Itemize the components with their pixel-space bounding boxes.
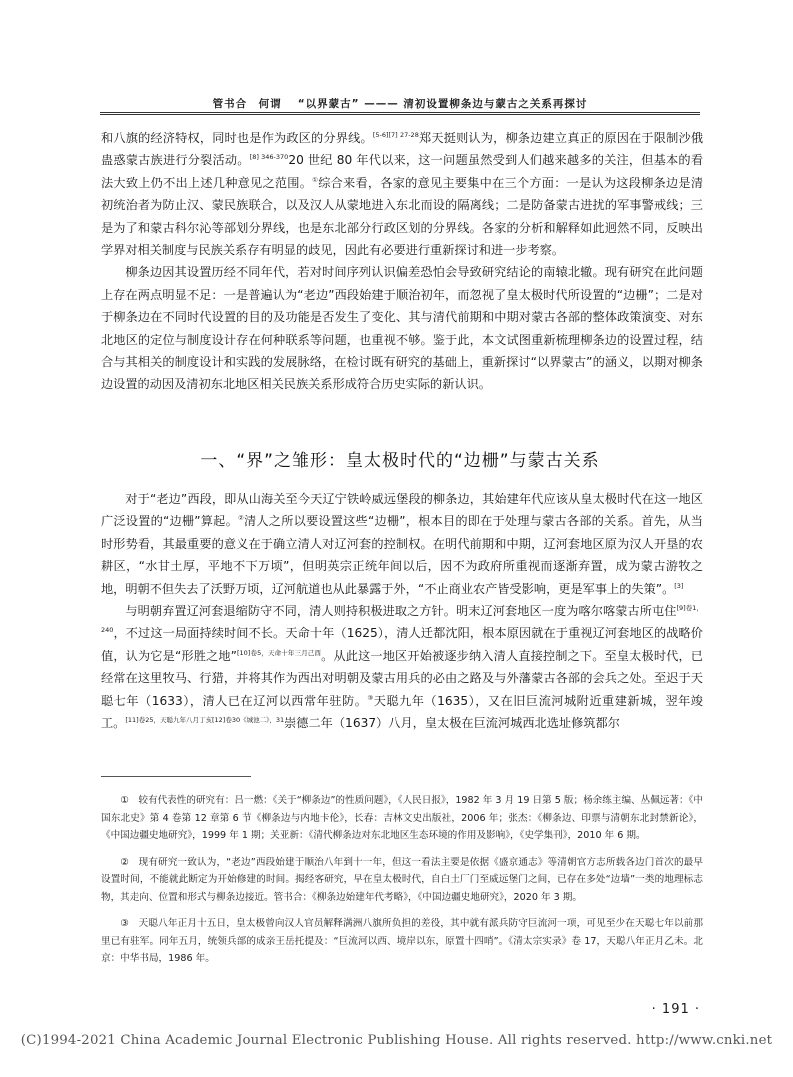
paragraph-text: ，不过这一局面持续时间不长。天命十年（1625），清人迁都沈阳，根本原因就在于重视辽河套地区的战略价值，认为它是“形胜之地” bbox=[101, 626, 703, 663]
footnote-text: 天聪八年正月十五日，皇太极曾向汉人官员解释满洲八旗所负担的差役，其中就有派兵防守巨流河一项，可见至少在天聪七年以前那里已有驻军。同年五月，统领兵部的成亲王岳托提及：“巨流河以西、境岸以东，原置十四哨”。《清太宗实录》卷 17，天聪八年正月乙未。北京：中华书局，1986 年。 bbox=[101, 918, 704, 964]
body-text-top bbox=[101, 127, 703, 396]
header-title-left: “以界蒙古” bbox=[297, 98, 360, 110]
citation-mark: ② bbox=[237, 514, 245, 523]
paragraph-text: 和八旗的经济特权，同时也是作为政区的分界线。 bbox=[101, 131, 373, 145]
paragraph-text: 天聪九年（1635），又在旧巨流河城附近重建新城，翌年竣工。 bbox=[101, 693, 703, 731]
footnote-text: 较有代表性的研究有：吕一燃：《关于“柳条边”的性质问题》，《人民日报》，1982 年 3 月 19 日第 5 版；杨余练主编、丛佩远著：《中国东北史》第 4 卷第 12 章第 6 节《柳条边与内地卡伦》，长春：吉林文史出版社，2006 年；张杰：《柳条边、印票与清朝东北封禁新论》，《中国边疆史地研究》，1999 年 1 期；关亚新：《清代柳条边对东北地区生态环境的作用及影响》，《史学集刊》，2010 年 6 期。 bbox=[101, 795, 703, 841]
citation-mark: [8] 346-370 bbox=[249, 153, 289, 162]
paragraph-text: 20 世纪 80 年代以来，这一问题虽然受到人们越来越多的关注，但基本的看法大致上仍不出上述几种意见之范围。 bbox=[101, 153, 704, 190]
paragraph bbox=[101, 261, 703, 395]
citation-mark: [3] bbox=[674, 581, 684, 590]
paragraph-text: 郑天挺则认为，柳条边建立真正的原因在于限制沙俄蛊惑蒙古族进行分裂活动。 bbox=[101, 131, 704, 168]
running-header bbox=[100, 96, 700, 111]
header-dash: ——— bbox=[364, 98, 399, 110]
page-number: · 191 · bbox=[651, 1002, 700, 1017]
paragraph-text: 与明朝弃置辽河套退缩防守不同，清人则持积极进取之方针。明末辽河套地区一度为喀尔喀蒙古所屯住 bbox=[125, 604, 677, 619]
section-title: 一、“界”之雏形：皇太极时代的“边栅”与蒙古关系 bbox=[200, 451, 600, 471]
header-rule-bottom bbox=[100, 114, 700, 115]
citation-mark: ① bbox=[312, 175, 319, 184]
header-authors: 管书合 何谓 bbox=[212, 98, 282, 110]
footnotes bbox=[101, 792, 703, 977]
paragraph bbox=[101, 488, 703, 600]
paragraph-text: 。从此这一地区开始被逐步纳入清人直接控制之下。至皇太极时代，已经常在这里牧马、行猎，并将其作为西出对明朝及蒙古用兵的必由之路及与外藩蒙古各部的会兵之处。至迟于天聪七年（1633），清人已在辽河以西常年驻防。 bbox=[101, 648, 703, 708]
citation-mark: ③ bbox=[367, 693, 374, 702]
footnote bbox=[101, 854, 703, 907]
copyright-notice: (C)1994-2021 China Academic Journal Electronic Publishing House. All rights reserved. http://www.cnki.net bbox=[20, 1033, 773, 1048]
footnote-mark: ② bbox=[120, 856, 139, 868]
body-text-section-one bbox=[101, 488, 703, 734]
footnote-mark: ① bbox=[120, 795, 139, 806]
paragraph bbox=[101, 600, 703, 734]
paragraph-text: 综合来看，各家的意见主要集中在三个方面：一是认为这段柳条边是清初统治者为防止汉、蒙民族联合，以及汉人从蒙地进入东北而设的隔离线；二是防备蒙古进扰的军事警戒线；三是为了和蒙古科尔沁等部划分界线，也是东北部分行政区划的分界线。各家的分析和解释如此迥然不同，反映出学界对相关制度与民族关系存有明显的歧见，因此有必要进行重新探讨和进一步考察。 bbox=[101, 175, 704, 258]
header-rule-top bbox=[100, 112, 700, 113]
citation-mark: [10]卷5，天命十年三月己酉 bbox=[237, 648, 322, 657]
footnote-separator bbox=[101, 776, 251, 777]
paragraph-text: 清人之所以要设置这些“边栅”，根本目的即在于处理与蒙古各部的关系。首先，从当时形势看，其最重要的意义在于确立清人对辽河套的控制权。在明代前期和中期，辽河套地区原为汉人开垦的农耕区，“水甘土厚，平地不下万顷”，但明英宗正统年间以后，因不为政府所重视而逐渐弃置，成为蒙古游牧之地，明朝不但失去了沃野万顷，辽河航道也从此暴露于外，“不止商业农产皆受影响，更是军事上的失策”。 bbox=[101, 514, 703, 596]
paragraph-text: 对于“老边”西段，即从山海关至今天辽宁铁岭威远堡段的柳条边，其始建年代应该从皇太极时代在这一地区广泛设置的“边栅”算起。 bbox=[101, 492, 703, 529]
footnote-mark: ③ bbox=[120, 918, 139, 929]
header-title-right: 清初设置柳条边与蒙古之关系再探讨 bbox=[403, 98, 588, 110]
paragraph bbox=[101, 127, 703, 261]
citation-mark: [9]卷1，240 bbox=[101, 604, 704, 635]
footnote bbox=[101, 792, 703, 845]
paragraph-text: 柳条边因其设置历经不同年代，若对时间序列认识偏差恐怕会导致研究结论的南辕北辙。现有研究在此问题上存在两点明显不足：一是普遍认为“老边”西段始建于顺治初年，而忽视了皇太极时代所设置的“边栅”；二是对于柳条边在不同时代设置的目的及功能是否发生了变化、其与清代前期和中期对蒙古各部的整体政策演变、对东北地区的定位与制度设计存在何种联系等问题，也重视不够。鉴于此，本文试图重新梳理柳条边的设置过程，结合与其相关的制度设计和实践的发展脉络，在检讨既有研究的基础上，重新探讨“以界蒙古”的涵义，以期对柳条边设置的动因及清初东北地区相关民族关系形成符合历史实际的新认识。 bbox=[101, 265, 703, 392]
footnote bbox=[101, 915, 703, 968]
citation-mark: [5-6][7] 27-28 bbox=[372, 131, 419, 139]
paragraph-text: 崇德二年（1637）八月，皇太极在巨流河城西北选址修筑都尔 bbox=[284, 716, 620, 731]
footnote-text: 现有研究一致认为，“老边”西段始建于顺治八年到十一年，但这一看法主要是依据《盛京通志》等清朝官方志所载各边门首次的最早设置时间，不能就此断定为开始修建的时间。揭经客研究，早在皇太极时代，自白土厂门至威远堡门之间，已存在多处“边墙”一类的地理标志物，其走向、位置和形式与柳条边接近。管书合：《柳条边始建年代考略》，《中国边疆史地研究》，2020 年 3 期。 bbox=[101, 856, 703, 903]
citation-mark: [11]卷25，天聪九年八月丁亥[12]卷30《城池二》，31 bbox=[125, 716, 285, 725]
